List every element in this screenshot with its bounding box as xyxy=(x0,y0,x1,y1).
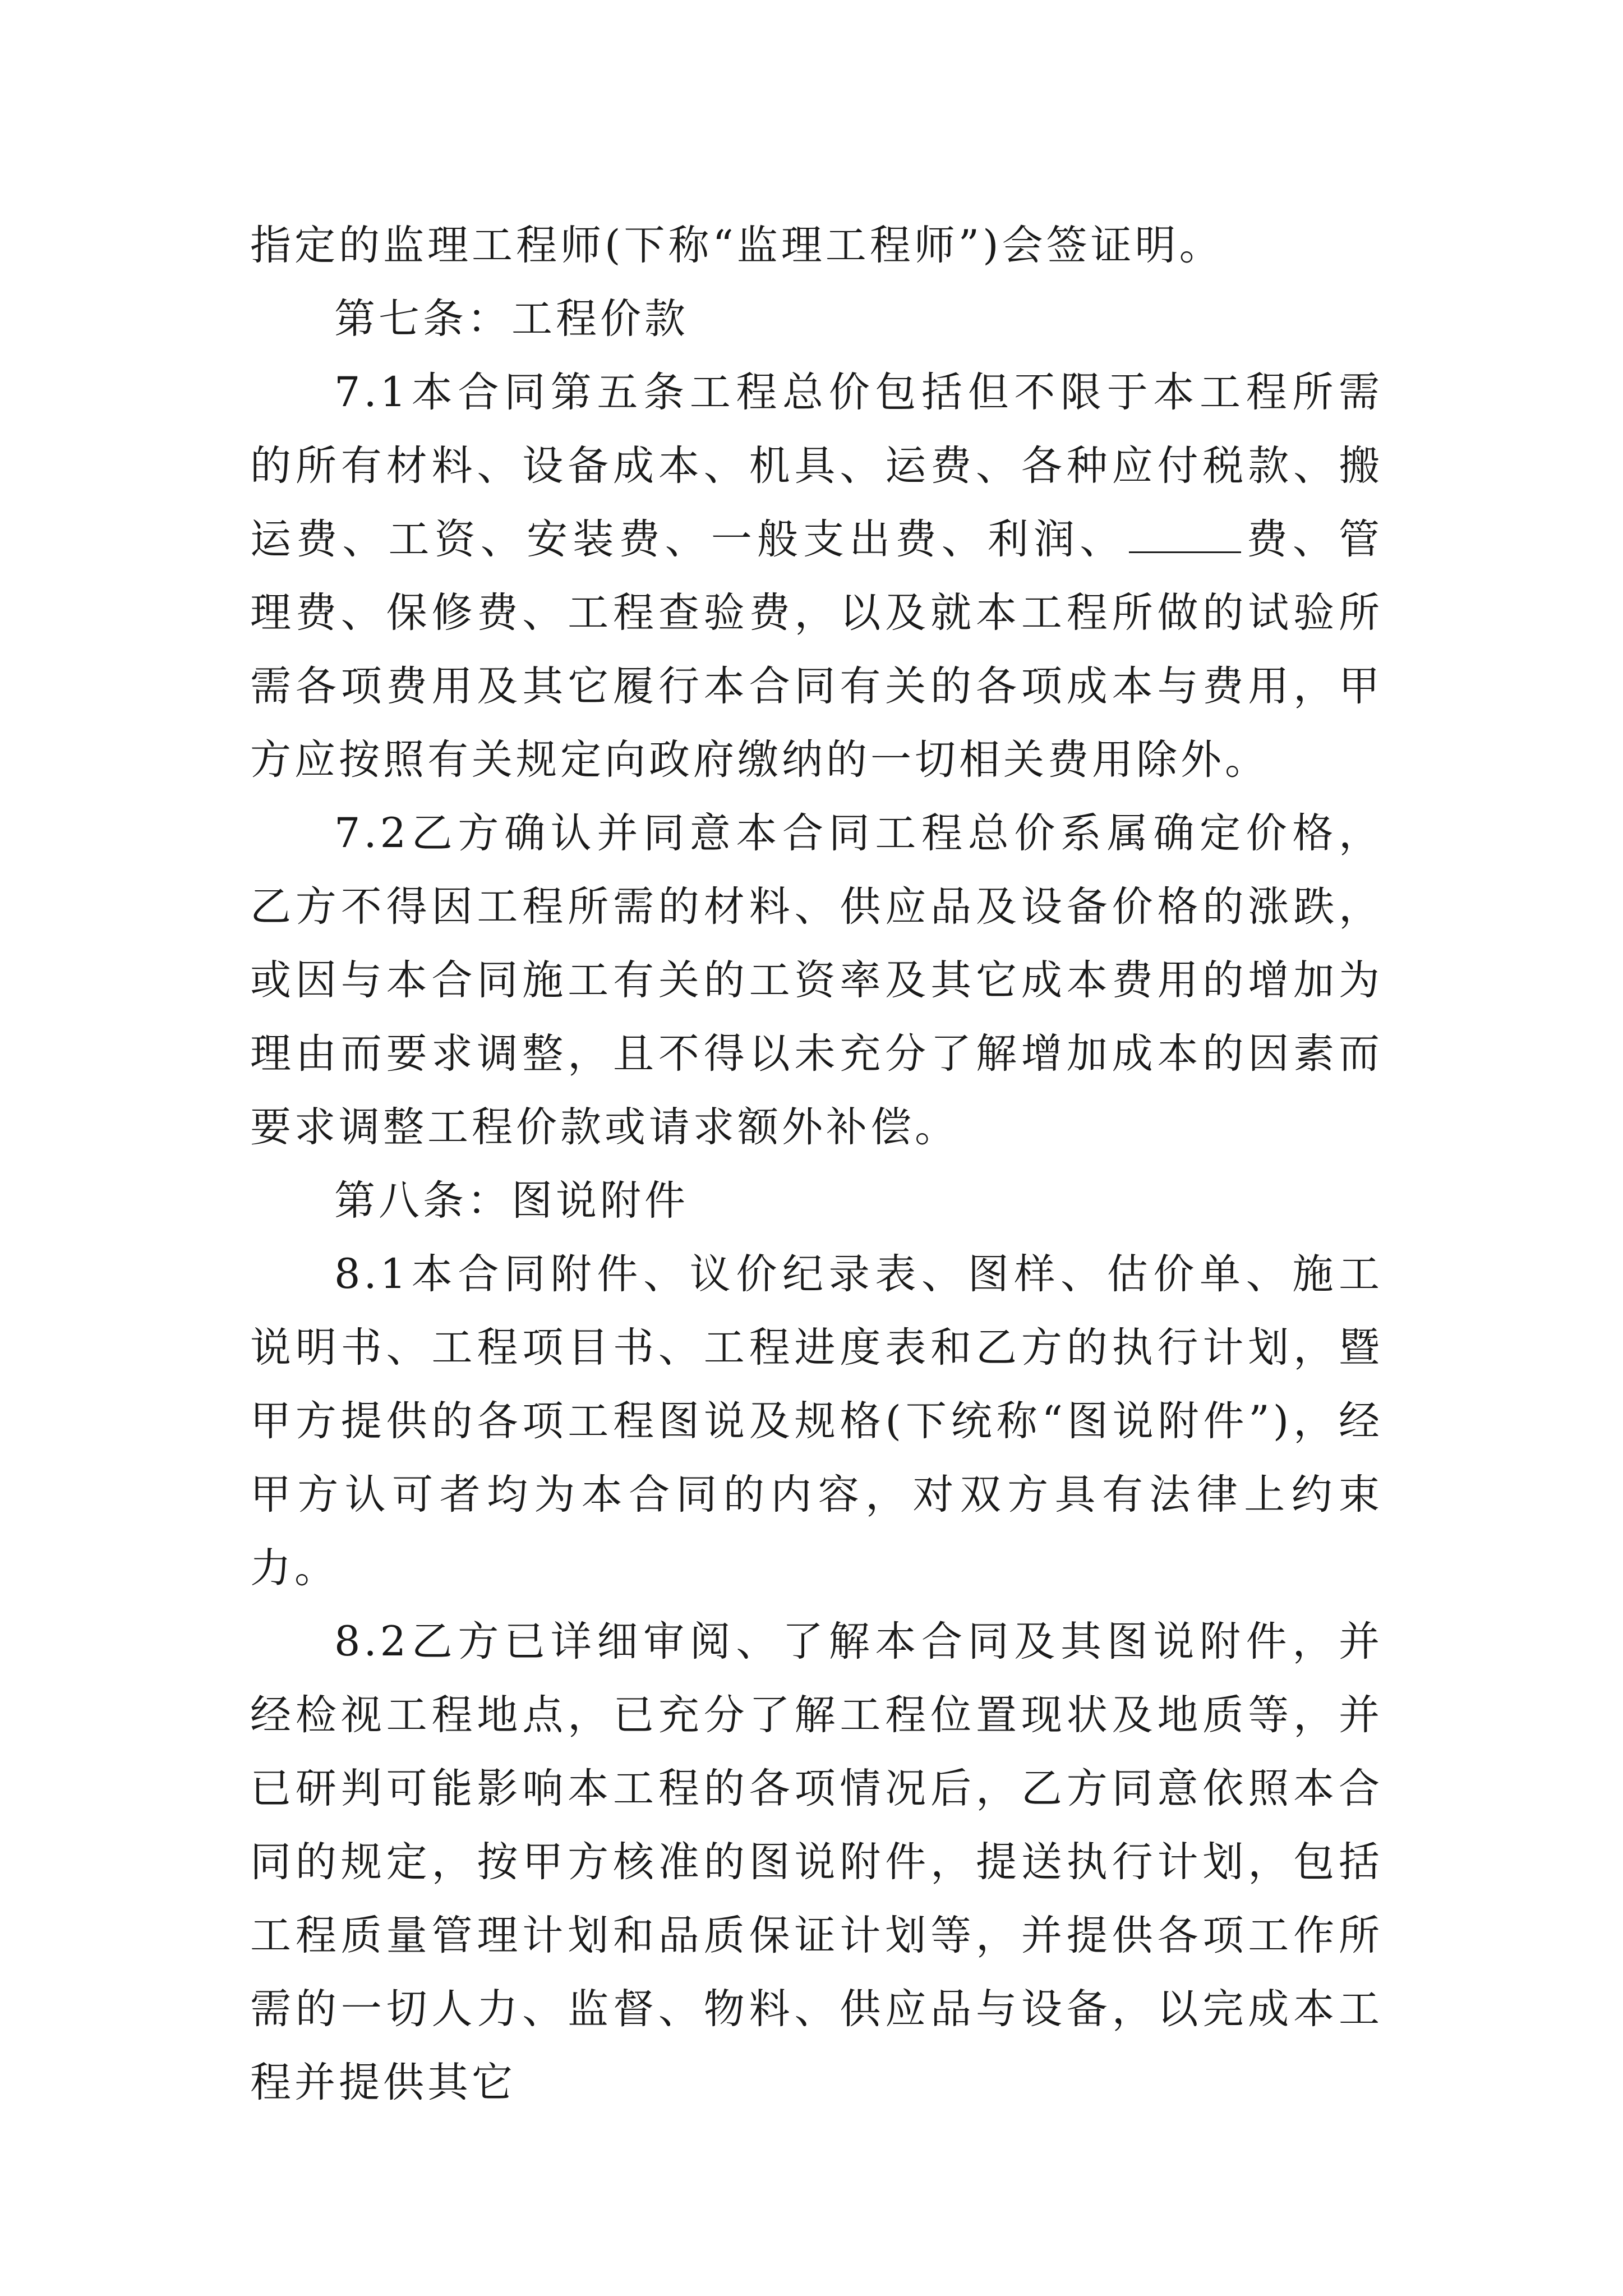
continuation-paragraph: 指定的监理工程师(下称“监理工程师”)会签证明。 xyxy=(250,222,1224,269)
article-8-heading: 第八条：图说附件 xyxy=(334,1177,689,1225)
clause-7-1 xyxy=(250,356,1383,797)
contract-text xyxy=(250,209,1383,2119)
clause-7-2: 7.2乙方确认并同意本合同工程总价系属确定价格，乙方不得因工程所需的材料、供应品及设备价格的涨跌，或因与本合同施工有关的工资率及其它成本费用的增加为理由而要求调整，且不得以未充分了解增加成本的因素而要求调整工程价款或请求额外补偿。 xyxy=(250,809,1383,1151)
fill-in-blank xyxy=(1129,518,1241,553)
clause-8-1: 8.1本合同附件、议价纪录表、图样、估价单、施工说明书、工程项目书、工程进度表和乙方的执行计划，暨甲方提供的各项工程图说及规格(下统称“图说附件”)，经甲方认可者均为本合同的内容，对双方具有法律上约束力。 xyxy=(250,1250,1383,1592)
article-7-heading: 第七条：工程价款 xyxy=(334,295,689,343)
clause-7-1-part-2: 费、管理费、保修费、工程查验费，以及就本工程所做的试验所需各项费用及其它履行本合同有关的各项成本与费用，甲方应按照有关规定向政府缴纳的一切相关费用除外。 xyxy=(250,516,1384,784)
clause-8-2: 8.2乙方已详细审阅、了解本合同及其图说附件，并经检视工程地点，已充分了解工程位置现状及地质等，并已研判可能影响本工程的各项情况后，乙方同意依照本合同的规定，按甲方核准的图说附件，提送执行计划，包括工程质量管理计划和品质保证计划等，并提供各项工作所需的一切人力、监督、物料、供应品与设备，以完成本工程并提供其它 xyxy=(250,1618,1383,2106)
clause-7-1-part-1: 7.1本合同第五条工程总价包括但不限于本工程所需的所有材料、设备成本、机具、运费、各种应付税款、搬运费、工资、安装费、一般支出费、利润、 xyxy=(250,369,1383,563)
